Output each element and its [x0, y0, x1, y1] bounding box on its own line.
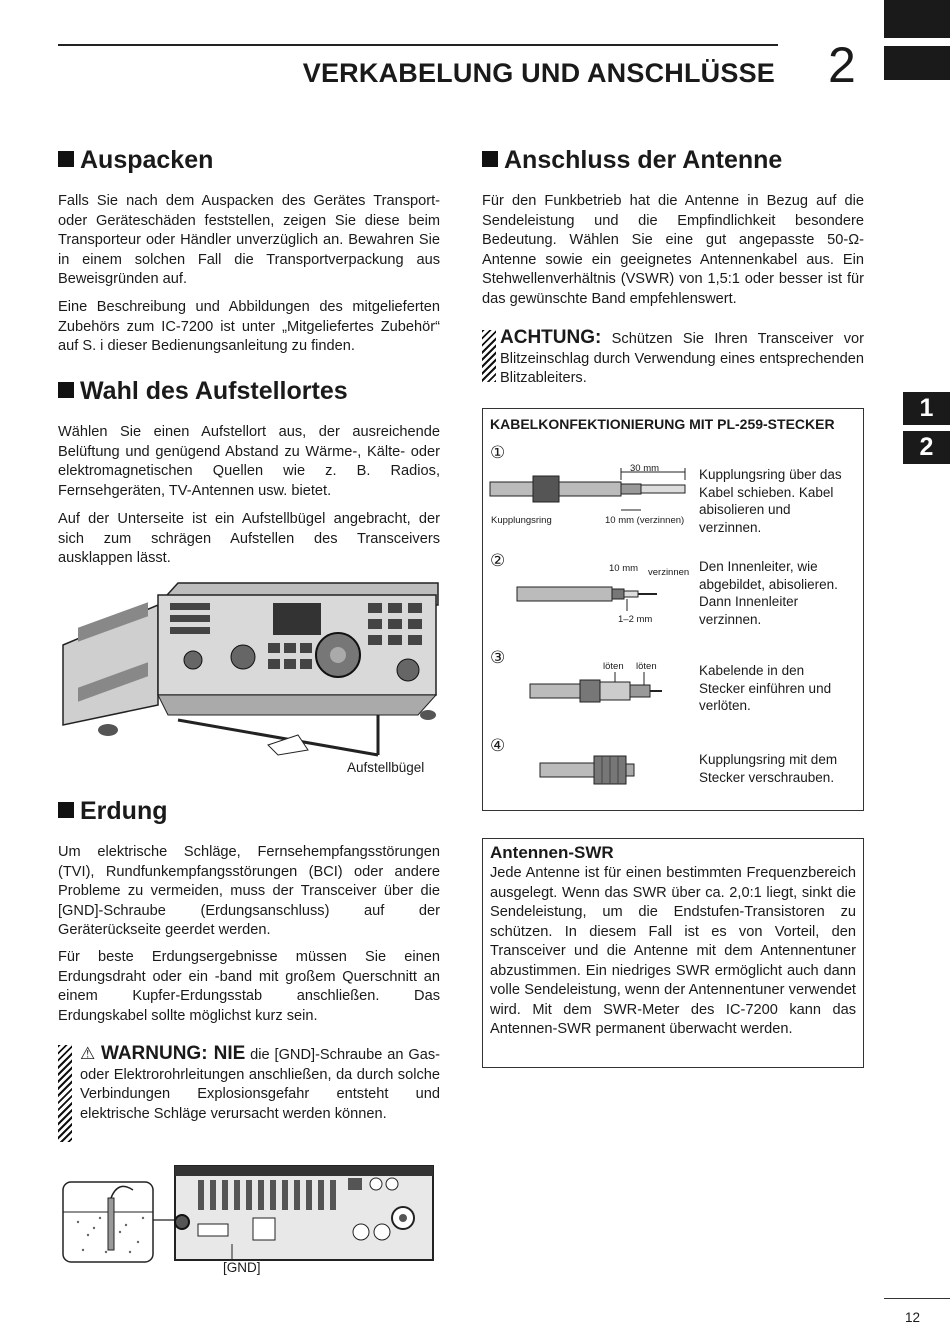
aufstellort-paragraph-2: Auf der Unterseite ist ein Aufstellbügel angebracht, der sich zum schrägen Aufstellen des Transceivers ausklappen lässt. — [58, 511, 440, 566]
header-rule — [58, 44, 778, 46]
thumb-tab-black-top — [884, 0, 950, 38]
step-4-number: ④ — [490, 736, 506, 755]
label-kupplungsring: Kupplungsring — [491, 515, 552, 526]
section-bullet — [58, 802, 74, 818]
thumb-tab-2[interactable]: 2 — [903, 431, 950, 464]
step-3-text: Kabelende in den Stecker einführen und verlöten. — [699, 663, 832, 713]
page-number: 12 — [905, 1310, 921, 1325]
thumb-tab-1[interactable]: 1 — [903, 392, 950, 425]
section-bullet — [58, 151, 74, 167]
chapter-title: VERKABELUNG UND ANSCHLÜSSE — [302, 58, 775, 88]
label-loeten-1: löten — [603, 661, 624, 672]
transceiver-stand-illustration — [58, 575, 440, 785]
antenne-paragraph-1: Für den Funkbetrieb hat die Antenne in Bezug auf die Sendeleistung und die Empfindlichkeit besondere Bedeutung. Wählen Sie eine gut angepasste 50-Ω-Antenne sowie ein geeignetes Antennenkabel aus. Ein Stehwellenverhältnis (VSWR) von 1,5:1 oder besser ist für das gewünschte Band empfehlenswert. — [482, 193, 864, 307]
label-verzinnen: verzinnen — [648, 567, 690, 578]
warning-heading: WARNUNG: NIE — [100, 1043, 246, 1064]
step-1-number: ① — [490, 443, 506, 462]
warning-body: die [GND]-Schraube an Gas- oder Elektrorohrleitungen anschließen, da durch solche Verbindungen Explosionsgefahr entsteht und elektrische Schläge verursacht werden können. — [80, 1047, 440, 1122]
label-10mm: 10 mm — [609, 563, 639, 574]
step-2-illustration — [515, 575, 665, 615]
step-4-text: Kupplungsring mit dem Stecker verschrauben. — [699, 752, 838, 785]
label-1-2mm: 1–2 mm — [618, 614, 653, 625]
warning-stripe — [58, 1045, 72, 1142]
erdung-paragraph-1: Um elektrische Schläge, Fernsehempfangsstörungen (TVI), Rundfunkempfangsstörungen (BCI) oder andere Probleme zu vermeiden, muss der Transceiver über die [GND]-Schraube (Erdungsanschluss) auf der Geräterückseite geerdet werden. — [58, 844, 440, 938]
step-2-text: Den Innenleiter, wie abgebildet, abisolieren. Dann Innenleiter verzinnen. — [699, 559, 838, 627]
caution-stripe — [482, 330, 496, 382]
section-bullet — [482, 151, 498, 167]
step-4-illustration — [538, 752, 638, 788]
label-30mm: 30 mm — [630, 463, 660, 474]
gnd-label: [GND] — [223, 1260, 261, 1275]
auspacken-paragraph-1: Falls Sie nach dem Auspacken des Gerätes Transport- oder Geräteschäden feststellen, zeigen Sie diese beim Transporteur oder Händler unverzüglich an. Bewahren Sie in einem solchen Fall die Transportverpackung aus Beweisgründen auf. — [58, 193, 440, 287]
caution-text — [500, 328, 864, 389]
label-10mm-verzinnen: 10 mm (verzinnen) — [605, 515, 685, 526]
section-title-aufstellort: Wahl des Aufstellortes — [58, 377, 348, 406]
caution-heading: ACHTUNG: — [500, 327, 602, 348]
auspacken-paragraph-2: Eine Beschreibung und Abbildungen des mitgelieferten Zubehörs zum IC-7200 ist unter „Mitgeliefertes Zubehör“ auf S. i dieser Bedienungsanleitung zu finden. — [58, 299, 440, 354]
section-title-erdung: Erdung — [58, 797, 168, 826]
label-loeten-2: löten — [636, 661, 657, 672]
warning-text — [80, 1044, 440, 1124]
aufstellbuegel-label: Aufstellbügel — [347, 760, 425, 775]
step-3-illustration — [528, 672, 668, 712]
aufstellort-paragraph-1: Wählen Sie einen Aufstellort aus, der ausreichende Belüftung und genügend Abstand zu Wärme-, Kälte- oder elektromagnetischen Quellen wie z. B. Radios, Fernsehgeräten, TV-Antennen usw. bietet. — [58, 424, 440, 499]
step-1-text: Kupplungsring über das Kabel schieben. Kabel abisolieren und verzinnen. — [699, 467, 842, 535]
ground-connection-illustration — [58, 1160, 448, 1270]
step-3-number: ③ — [490, 648, 506, 667]
warning-icon: ⚠ — [80, 1044, 97, 1063]
thumb-tab-black-second — [884, 46, 950, 80]
swr-title: Antennen-SWR — [490, 843, 614, 862]
footer-rule — [884, 1298, 950, 1299]
chapter-number: 2 — [828, 37, 856, 93]
step-2-number: ② — [490, 551, 506, 570]
caution-body: Schützen Sie Ihren Transceiver vor Blitzeinschlag durch Verwendung eines entsprechenden Blitzableiters. — [500, 331, 864, 386]
section-bullet — [58, 382, 74, 398]
cable-box-title: KABELKONFEKTIONIERUNG MIT PL-259-STECKER — [490, 416, 835, 432]
section-title-auspacken: Auspacken — [58, 146, 213, 175]
swr-text: Jede Antenne ist für einen bestimmten Frequenzbereich ausgelegt. Wenn das SWR über ca. 2,0:1 liegt, sinkt die Sendeleistung, um die Endstufen-Transistoren zu schützen. In diesem Fall ist es von Vorteil, den Transceiver und die Antenne mit dem Antennentuner abzustimmen. Ein niedriges SWR ermöglicht auch dann volle Sendeleistung, wenn der Antennentuner verwendet wird. Mit dem SWR-Meter des IC-7200 kann das Antennen-SWR permanent überwacht werden. — [490, 865, 856, 1037]
erdung-paragraph-2: Für beste Erdungsergebnisse müssen Sie einen Erdungsdraht oder ein -band mit großem Querschnitt an einem Kupfer-Erdungsstab anschließen. Das Erdungskabel sollte möglichst kurz sein. — [58, 949, 440, 1024]
section-title-antenne: Anschluss der Antenne — [482, 146, 782, 175]
